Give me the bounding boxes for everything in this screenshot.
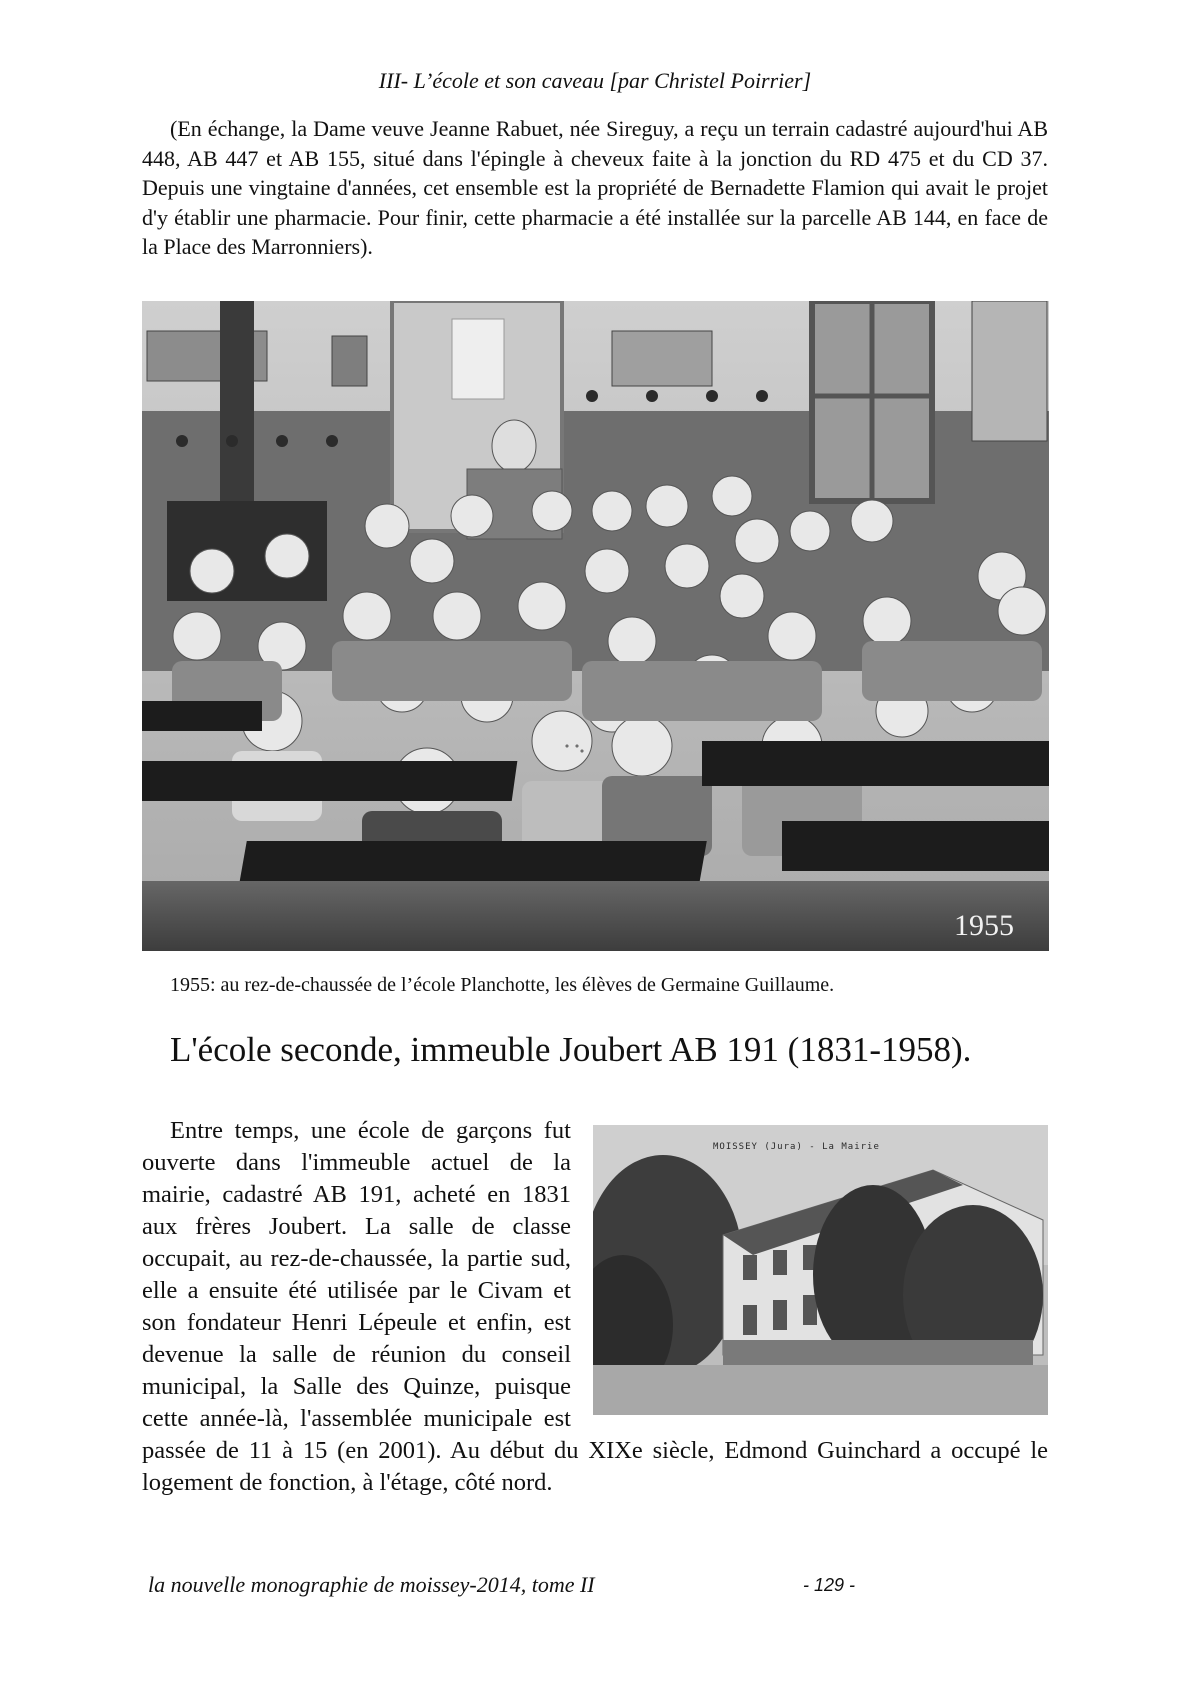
footer-title: la nouvelle monographie de moissey-2014, tome II [148,1572,595,1597]
photo-year-overlay: 1955 [954,909,1014,942]
photo-caption: 1955: au rez-de-chaussée de l’école Planchotte, les élèves de Germaine Guillaume. [170,974,835,996]
paragraph-bottom [142,1115,1048,1499]
postcard-label: MOISSEY (Jura) - La Mairie [713,1142,880,1152]
postcard-photo [593,1125,1048,1415]
paragraph-bottom-text: Entre temps, une école de garçons fut ouverte dans l'immeuble actuel de la mairie, cadastré AB 191, acheté en 1831 aux frères Joubert. La salle de classe occupait, au rez-de-chaussée, la partie sud, elle a ensuite été utilisée par le Civam et son fondateur Henri Lépeule et enfin, est devenue la salle de réunion du conseil municipal, la Salle des Quinze, puisque cette année-là, l'assemblée municipale est passée de 11 à 15 (en 2001). Au début du XIXe siècle, Edmond Guinchard a occupé le logement de fonction, à l'étage, côté nord. [142,1117,1048,1496]
page-number: - 129 - [803,1575,856,1595]
classroom-photo [142,301,1049,951]
running-header: III- L’école et son caveau [par Christel Poirrier] [378,68,812,93]
paragraph-top: (En échange, la Dame veuve Jeanne Rabuet, née Sireguy, a reçu un terrain cadastré aujourd'hui AB 448, AB 447 et AB 155, situé dans l'épingle à cheveux faite à la jonction du RD 475 et du CD 37. Depuis une vingtaine d'années, cet ensemble est la propriété de Bernadette Flamion qui avait le projet d'y établir une pharmacie. Pour finir, cette pharmacie a été installée sur la parcelle AB 144, en face de la Place des Marronniers). [142,116,1048,259]
section-heading: L'école seconde, immeuble Joubert AB 191 (1831-1958). [170,1030,972,1069]
